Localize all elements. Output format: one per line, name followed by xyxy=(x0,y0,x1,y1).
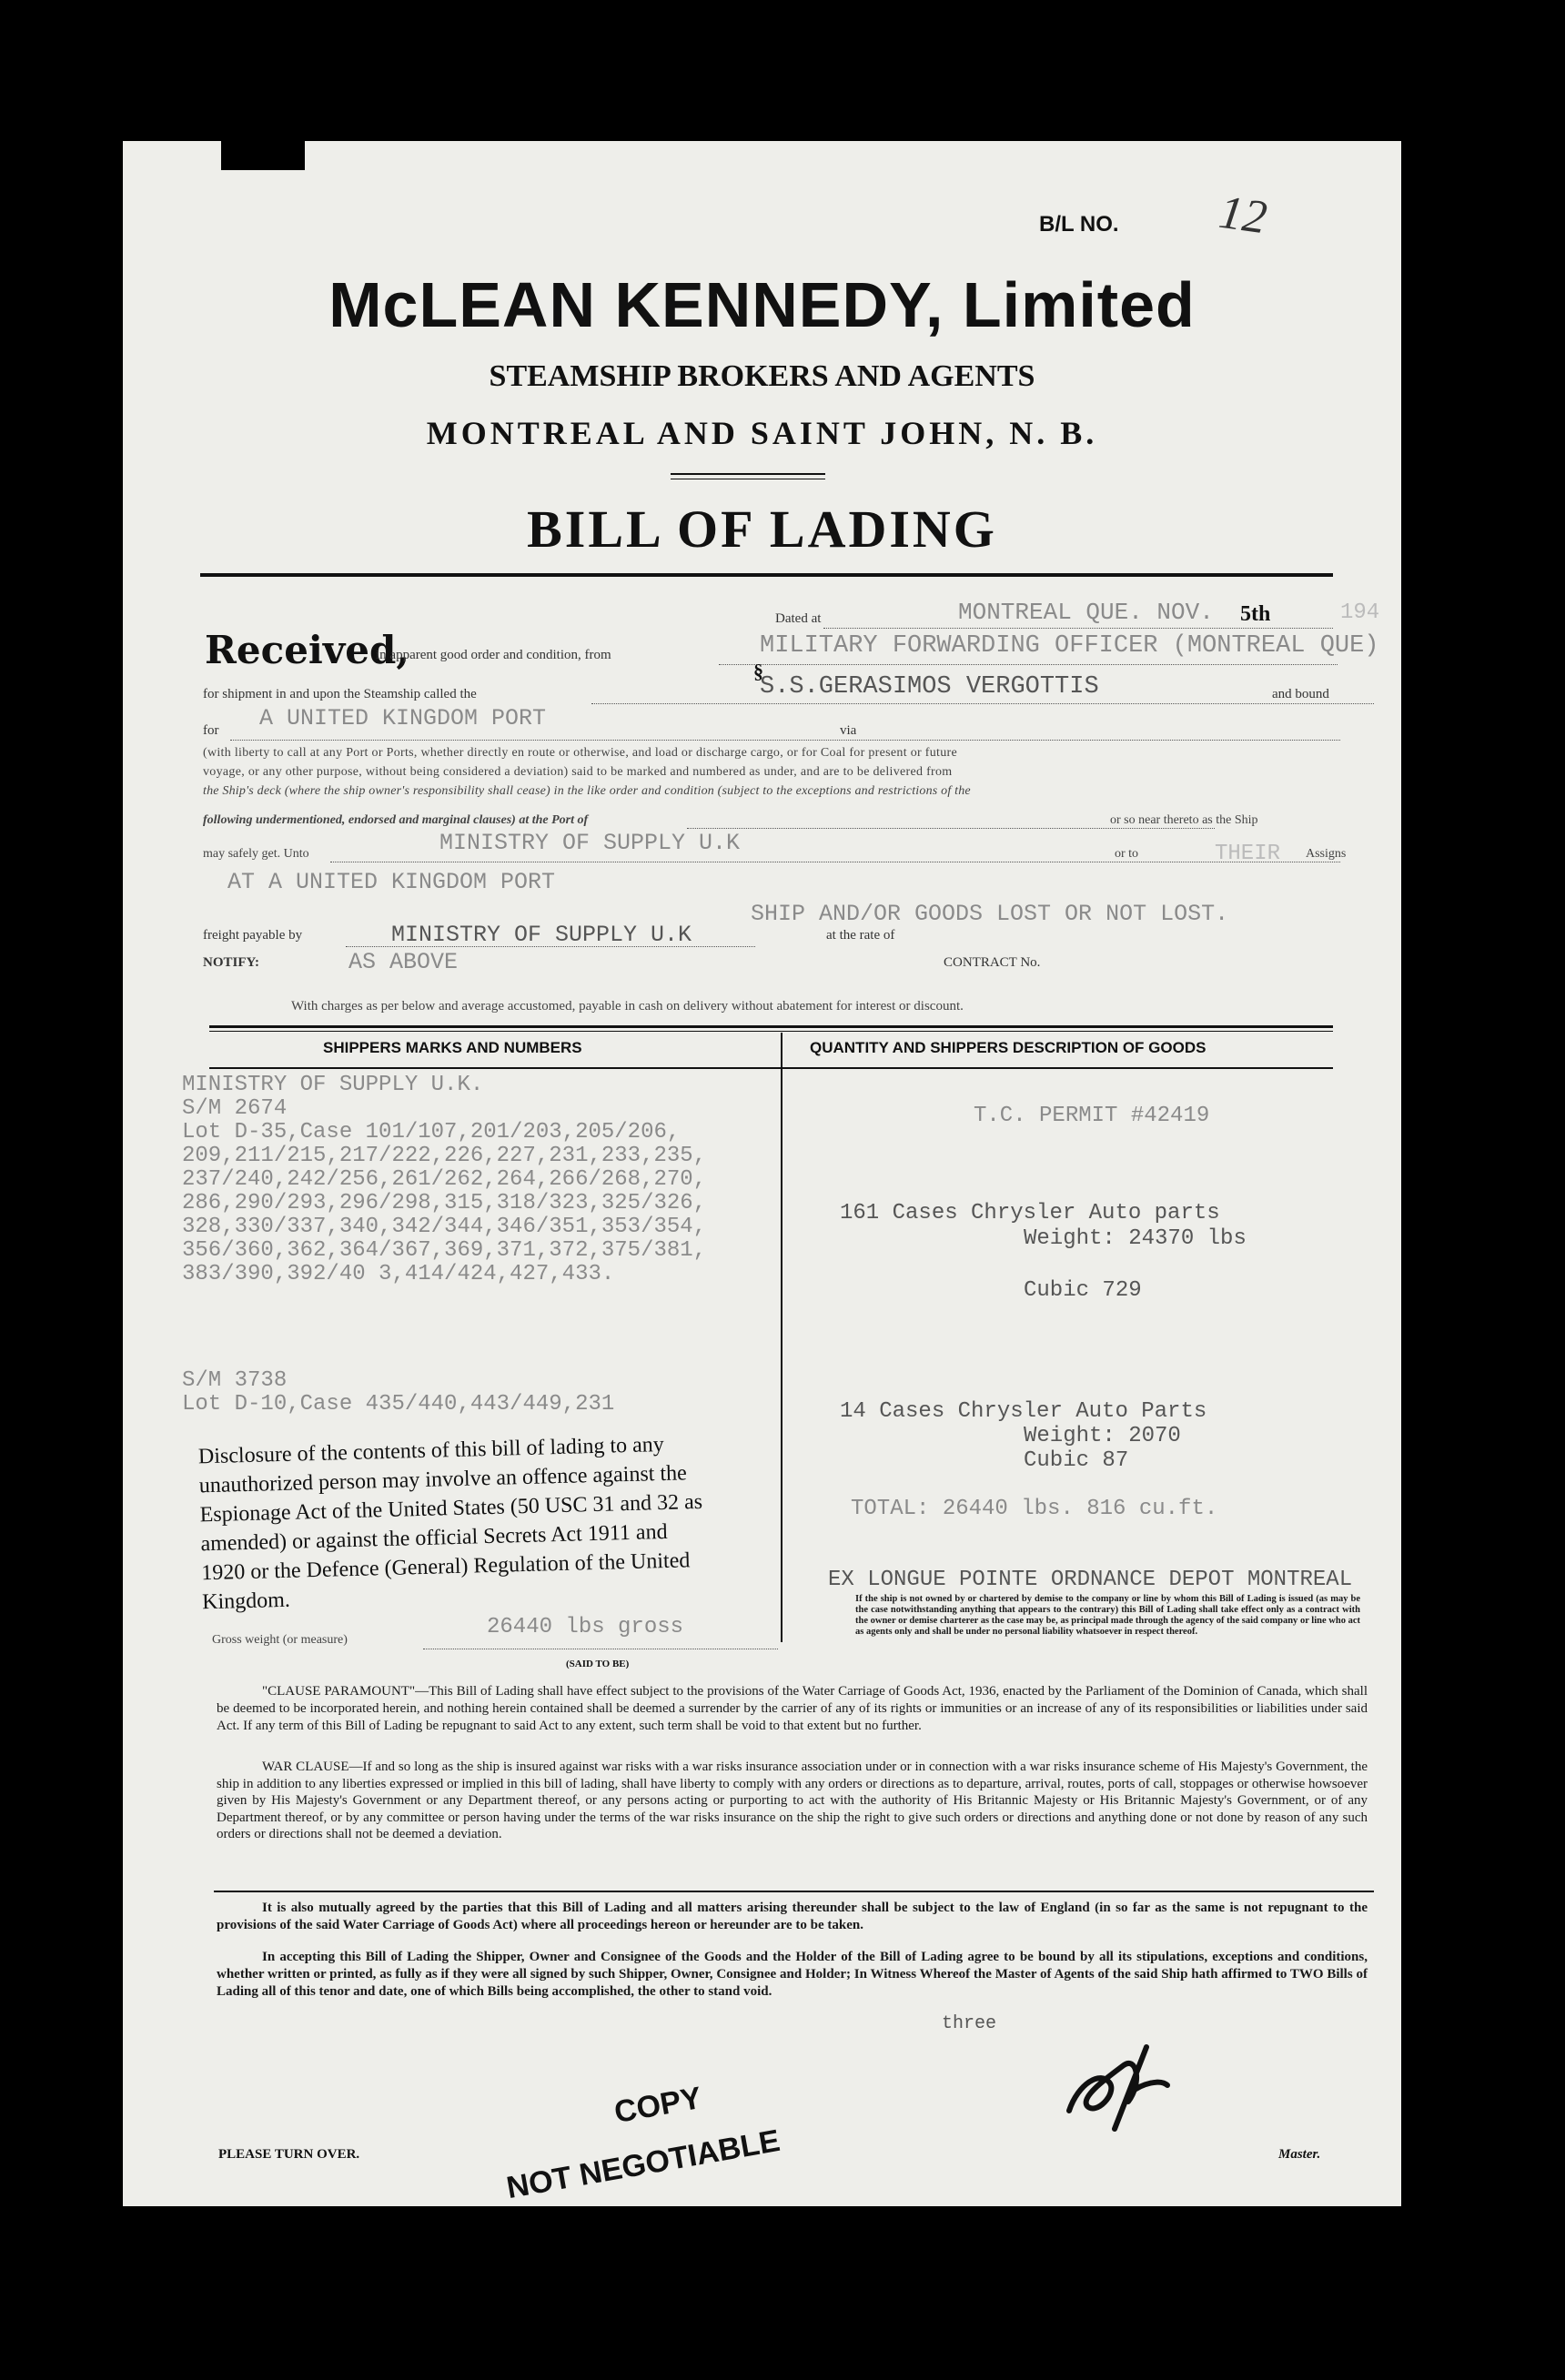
said-to-be: (SAID TO BE) xyxy=(566,1659,630,1669)
received-text: in apparent good order and condition, from xyxy=(376,648,611,662)
marks-block-2 xyxy=(182,1369,614,1417)
near-text: or so near thereto as the Ship xyxy=(1110,813,1258,827)
tape-strip xyxy=(221,141,305,170)
received-label: Received, xyxy=(205,628,409,672)
war-clause: WAR CLAUSE—If and so long as the ship is insured against war risks with a war risks insurance association under or in connection with a war risks insurance scheme of His Majesty's Government, the ship in addition to any liberties expressed or implied in this bill of lading, shall have liberty to comply with any orders or directions as to departure, arrival, routes, ports of call, stoppages or otherwise howsoever given by His Majesty's Government or any Department thereof, or any persons acting or purporting to act with the authority of His Britannic Majesty or His Britannic Majesty's Government, or of any Department thereof, or by any committee or person having under the terms of the war risks insurance on the ship the right to give such orders or directions and anything done or not done by reason of any such orders or directions shall not be deemed a deviation. xyxy=(217,1760,1368,1841)
destination-port: AT A UNITED KINGDOM PORT xyxy=(227,869,556,895)
via-label: via xyxy=(840,723,857,738)
permit: T.C. PERMIT #42419 xyxy=(974,1104,1210,1128)
following-text: following undermentioned, endorsed and marginal clauses) at the Port of xyxy=(203,813,589,827)
table-rule-top-2 xyxy=(209,1031,1333,1032)
table-header-rule xyxy=(209,1067,1333,1069)
company-name: McLEAN KENNEDY, Limited xyxy=(328,269,1196,340)
port-dots xyxy=(687,828,1215,829)
unto-value: MINISTRY OF SUPPLY U.K xyxy=(439,830,741,856)
ex-depot: EX LONGUE POINTE ORDNANCE DEPOT MONTREAL xyxy=(828,1568,1353,1592)
contract-label: CONTRACT No. xyxy=(944,955,1041,970)
shipment-text: for shipment in and upon the Steamship called the xyxy=(203,687,477,701)
clause-paramount: "CLAUSE PARAMOUNT"—This Bill of Lading shall have effect subject to the provisions of the Water Carriage of Goods Act, 1936, enacted by the Parliament of the Dominion of Canada, which shall be deemed to be incorporated herein, and nothing herein contained shall be deemed a surrender by the carrier of any of its rights or immunities or an increase of any of its responsibilities or liabilities under said Act. If any term of this Bill of Lading be repugnant to said Act to any extent, such term shall be void to that extent but no further. xyxy=(217,1684,1368,1733)
col-header-marks: SHIPPERS MARKS AND NUMBERS xyxy=(323,1039,582,1056)
ship-goods-note: SHIP AND/OR GOODS LOST OR NOT LOST. xyxy=(751,901,1229,927)
turn-over-label: PLEASE TURN OVER. xyxy=(218,2147,360,2162)
divider-short xyxy=(671,473,825,475)
marks-line: Lot D-10,Case 435/440,443/449,231 xyxy=(182,1392,615,1417)
bl-no-label: B/L NO. xyxy=(1039,212,1119,237)
dated-label: Dated at xyxy=(775,611,822,626)
goods1-line2: Weight: 24370 lbs xyxy=(1024,1226,1247,1251)
assigns-label: Assigns xyxy=(1306,847,1347,861)
gross-label: Gross weight (or measure) xyxy=(212,1633,348,1647)
goods2-line2: Weight: 2070 xyxy=(1024,1424,1181,1448)
dated-year: 194 xyxy=(1340,600,1380,625)
marks-line: MINISTRY OF SUPPLY U.K. xyxy=(182,1073,484,1097)
goods2-line3: Cubic 87 xyxy=(1024,1448,1129,1473)
for-label: for xyxy=(203,723,219,738)
assigns-value: THEIR xyxy=(1215,842,1281,866)
steamship-dots xyxy=(591,703,1374,704)
marks-line: S/M 3738 xyxy=(182,1368,288,1393)
goods2-line1: 14 Cases Chrysler Auto Parts xyxy=(840,1399,1207,1424)
rate-label: at the rate of xyxy=(826,928,895,943)
company-location: MONTREAL AND SAINT JOHN, N. B. xyxy=(426,415,1098,451)
liberty-line-3: the Ship's deck (where the ship owner's responsibility shall cease) in the like order and condition (subject to the exceptions and restrictions of the xyxy=(203,784,971,798)
total-line: TOTAL: 26440 lbs. 816 cu.ft. xyxy=(851,1497,1218,1521)
marks-line: 237/240,242/256,261/262,264,266/268,270, xyxy=(182,1167,707,1192)
liberty-line-2: voyage, or any other purpose, without being considered a deviation) said to be marked and numbered as under, and are to be delivered from xyxy=(203,765,953,779)
document-title: BILL OF LADING xyxy=(527,499,997,559)
dated-dots xyxy=(823,628,1333,629)
accepting-text: In accepting this Bill of Lading the Shipper, Owner and Consignee of the Goods and the Holder of the Bill of Lading agree to be bound by all its stipulations, exceptions and conditions, whether written or printed, as fully as if they were all signed by such Shipper, Owner, Consignee and Holder; In Witness Whereof the Master of Agents of the said Ship hath affirmed to TWO Bills of Lading all of this tenor and date, one of which Bills being accomplished, the other to stand void. xyxy=(217,1950,1368,1999)
received-dots xyxy=(719,664,1338,665)
goods1-line3: Cubic 729 xyxy=(1024,1278,1142,1303)
marks-line: Lot D-35,Case 101/107,201/203,205/206, xyxy=(182,1120,681,1145)
master-signature xyxy=(1060,2029,1178,2147)
goods1-line1: 161 Cases Chrysler Auto parts xyxy=(840,1201,1220,1225)
master-label: Master. xyxy=(1278,2147,1321,2162)
gross-value: 26440 lbs gross xyxy=(487,1615,684,1639)
freight-label: freight payable by xyxy=(203,928,303,943)
dated-value: MONTREAL QUE. NOV. xyxy=(958,599,1214,626)
or-to-label: or to xyxy=(1115,847,1139,861)
title-rule xyxy=(200,573,1333,577)
notify-label: NOTIFY: xyxy=(203,955,259,970)
col-header-goods: QUANTITY AND SHIPPERS DESCRIPTION OF GOODS xyxy=(810,1039,1207,1056)
bound-label: and bound xyxy=(1272,687,1329,701)
stamp-not-negotiable: NOT NEGOTIABLE xyxy=(503,2123,783,2206)
marks-line: 209,211/215,217/222,226,227,231,233,235, xyxy=(182,1144,707,1168)
safely-text: may safely get. Unto xyxy=(203,847,309,861)
stamp-copy: COPY xyxy=(611,2080,704,2131)
bl-no-value: 12 xyxy=(1216,186,1270,245)
for-value: A UNITED KINGDOM PORT xyxy=(259,705,547,731)
for-dots xyxy=(230,740,1340,741)
dated-day: 5th xyxy=(1240,602,1271,626)
marks-line: 356/360,362,364/367,369,371,372,375/381, xyxy=(182,1238,707,1263)
charges-text: With charges as per below and average accustomed, payable in cash on delivery without abatement for interest or discount. xyxy=(291,999,964,1014)
notify-value: AS ABOVE xyxy=(348,949,459,975)
table-rule-top xyxy=(209,1025,1333,1028)
received-from: MILITARY FORWARDING OFFICER (MONTREAL QUE) xyxy=(760,632,1379,660)
mutual-text: It is also mutually agreed by the parties that this Bill of Lading and all matters arising thereunder shall be subject to the law of England (in so far as the same is not repugnant to the provisions of the said Water Carriage of Goods Act) where all proceedings hereon or hereunder are to be taken. xyxy=(217,1901,1368,1932)
ownership-note: If the ship is not owned by or chartered by demise to the company or line by whom this Bill of Lading is issued (as may be the case notwithstanding anything that appears to the contrary) this Bill of Lading shall take effect only as a contract with the owner or demise charterer as the case may be, as principal made through the agency of the said company or line who act as agents only and shall be under no personal liability whatsoever in respect thereof. xyxy=(855,1594,1360,1637)
clause-rule xyxy=(214,1891,1374,1892)
table-column-divider xyxy=(781,1033,782,1642)
bill-of-lading-sheet xyxy=(123,141,1401,2206)
marks-line: 328,330/337,340,342/344,346/351,353/354, xyxy=(182,1215,707,1239)
marks-line: 383/390,392/40 3,414/424,427,433. xyxy=(182,1262,615,1286)
three-word: three xyxy=(942,2013,997,2034)
marks-block xyxy=(182,1074,706,1286)
marks-line: S/M 2674 xyxy=(182,1096,288,1121)
marks-line: 286,290/293,296/298,315,318/323,325/326, xyxy=(182,1191,707,1215)
received-mark: § xyxy=(753,660,763,682)
company-subtitle: STEAMSHIP BROKERS AND AGENTS xyxy=(489,359,1035,393)
freight-value: MINISTRY OF SUPPLY U.K xyxy=(391,922,692,948)
disclosure-stamp: Disclosure of the contents of this bill of lading to any unauthorized person may involve an offence against the Espionage Act of the United States (50 USC 31 and 32 as amended) or against the official Secrets Act 1911 and 1920 or the Defence (General) Regulation of the United Kingdom. xyxy=(197,1432,703,1615)
liberty-line-1: (with liberty to call at any Port or Ports, whether directly en route or otherwise, and load or discharge cargo, or for Coal for present or future xyxy=(203,746,957,760)
steamship-name: S.S.GERASIMOS VERGOTTIS xyxy=(760,673,1099,701)
